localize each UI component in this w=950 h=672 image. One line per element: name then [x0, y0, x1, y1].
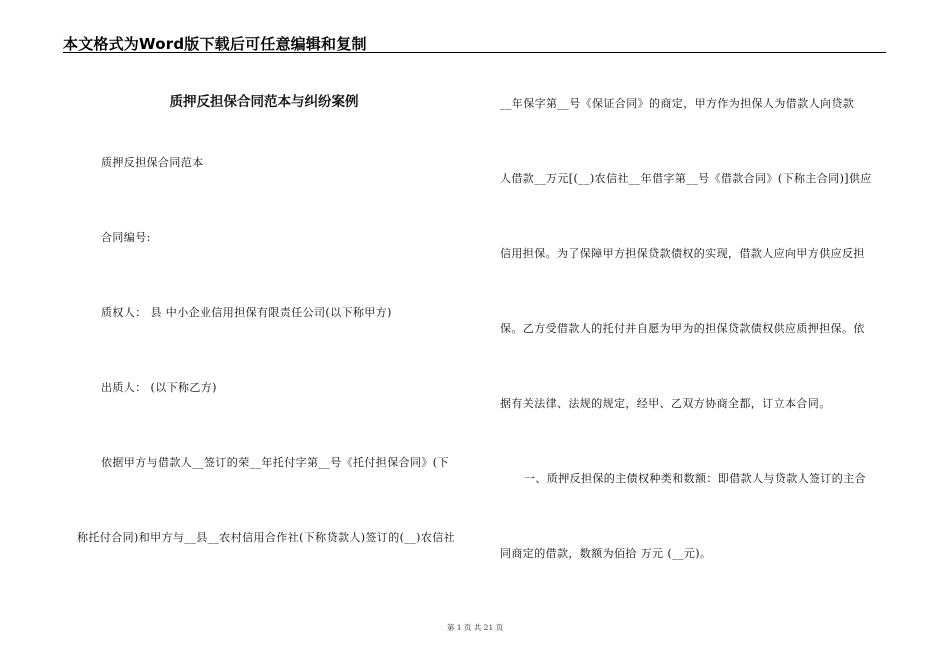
paragraph-line: __年保字第__号《保证合同》的商定，甲方作为担保人为借款人向贷款 — [500, 97, 855, 110]
paragraph-line: 保。乙方受借款人的托付并自愿为甲为的担保贷款债权供应质押担保。依 — [500, 322, 865, 335]
paragraph-line: 依据甲方与借款人__签订的荣__年托付字第__号《托付担保合同》(下 — [101, 456, 449, 469]
paragraph-line: 同商定的借款，数额为佰拾 万元 (__元)。 — [500, 547, 712, 560]
header-divider — [63, 52, 886, 53]
page-number: 第 1 页 共 21 页 — [446, 623, 504, 632]
paragraph-line: 出质人： (以下称乙方) — [101, 381, 217, 394]
paragraph-line: 人借款__万元[(__)农信社__年借字第__号《借款合同》(下称主合同)]供应 — [500, 172, 872, 185]
paragraph-line: 称托付合同)和甲方与__县__农村信用合作社(下称贷款人)签订的(__)农信社 — [77, 531, 456, 544]
paragraph-line: 合同编号: — [101, 231, 151, 244]
paragraph-line: 信用担保。为了保障甲方担保贷款债权的实现，借款人应向甲方供应反担 — [500, 247, 865, 260]
paragraph-line: 质押反担保合同范本 — [101, 156, 204, 169]
paragraph-line: 据有关法律、法规的规定，经甲、乙双方协商全都，订立本合同。 — [500, 397, 831, 410]
paragraph-line: 一、质押反担保的主债权种类和数额：即借款人与贷款人签订的主合 — [524, 472, 866, 485]
document-title: 质押反担保合同范本与纠纷案例 — [169, 94, 359, 110]
header-banner: 本文格式为Word版下载后可任意编辑和复制 — [63, 35, 367, 53]
paragraph-line: 质权人： 县 中小企业信用担保有限责任公司(以下称甲方) — [101, 306, 392, 319]
